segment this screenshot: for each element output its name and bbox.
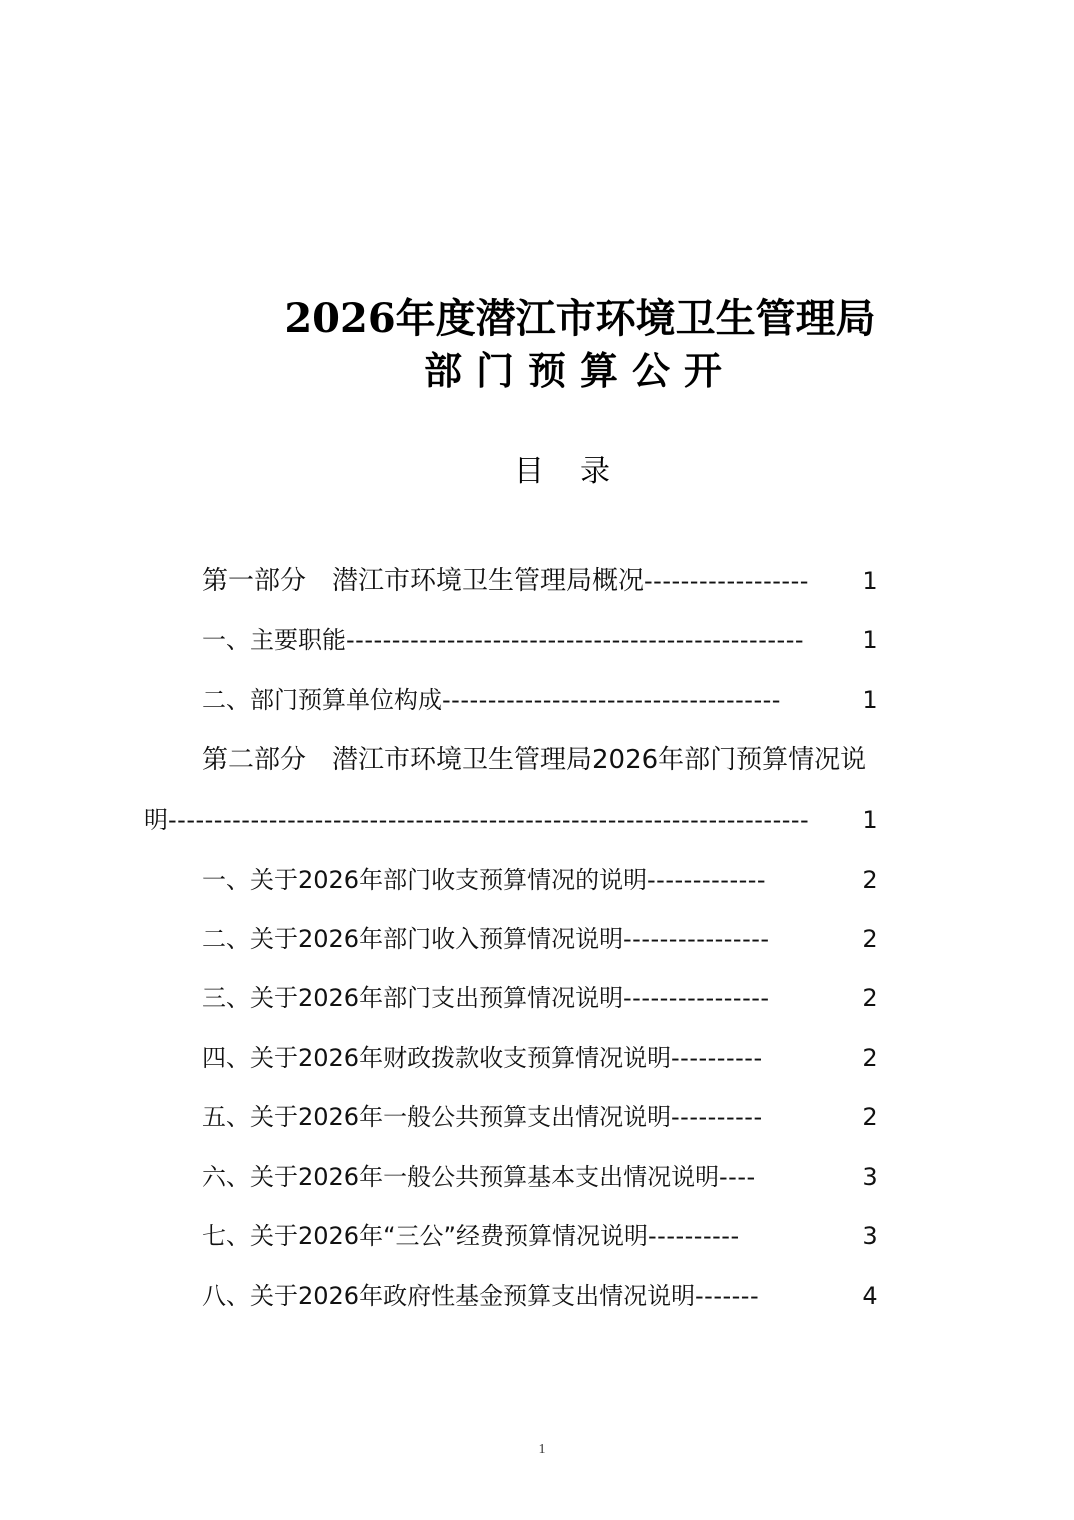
toc-entry[interactable] — [0, 919, 1074, 959]
toc-page-number: 1 — [862, 567, 878, 595]
toc-entry-title: 七、关于2026年“三公”经费预算情况说明 — [202, 1222, 648, 1250]
toc-entry[interactable] — [0, 620, 1074, 660]
toc-page-number: 3 — [862, 1163, 878, 1191]
toc-entry[interactable] — [0, 800, 1074, 840]
toc-entry-title: 第一部分 潜江市环境卫生管理局概况 — [202, 566, 645, 596]
toc-entry-title: 四、关于2026年财政拨款收支预算情况说明 — [202, 1044, 672, 1072]
toc-entry[interactable] — [0, 1157, 1074, 1197]
toc-page-number: 4 — [862, 1282, 878, 1310]
toc-leader-dots: ---------- — [671, 1103, 763, 1131]
toc-entry-title: 三、关于2026年部门支出预算情况说明 — [202, 984, 624, 1012]
document-title-line2: 部门预算公开 — [423, 348, 736, 393]
toc-entry[interactable] — [0, 1276, 1074, 1316]
toc-page-number: 2 — [862, 984, 878, 1012]
toc-page-number: 2 — [862, 925, 878, 953]
toc-page-number: 1 — [862, 686, 878, 714]
toc-heading: 目录 — [514, 454, 646, 489]
toc-entry[interactable] — [0, 1097, 1074, 1137]
toc-leader-dots: ---------------- — [623, 984, 770, 1012]
toc-leader-dots: ------- — [695, 1282, 760, 1310]
toc-page-number: 2 — [862, 1044, 878, 1072]
toc-leader-dots: ------------- — [647, 866, 767, 894]
toc-leader-dots: ---------- — [648, 1222, 740, 1250]
toc-entry[interactable] — [0, 978, 1074, 1018]
toc-leader-dots: -------------------------------------------------- — [346, 626, 805, 654]
toc-entry-title: 八、关于2026年政府性基金预算支出情况说明 — [202, 1282, 696, 1310]
toc-entry-title: 明 — [144, 806, 168, 834]
toc-entry-title: 六、关于2026年一般公共预算基本支出情况说明 — [202, 1163, 720, 1191]
toc-entry-title: 二、部门预算单位构成 — [202, 686, 442, 714]
toc-page-number: 3 — [862, 1222, 878, 1250]
toc-page-number: 2 — [862, 866, 878, 894]
toc-entry-title: 第二部分 潜江市环境卫生管理局2026年部门预算情况说 — [202, 745, 867, 775]
toc-leader-dots: ---------------------------------------------------------------------- — [168, 806, 810, 834]
toc-leader-dots: ------------------------------------- — [442, 686, 781, 714]
toc-entry-title: 五、关于2026年一般公共预算支出情况说明 — [202, 1103, 672, 1131]
toc-page-number: 1 — [862, 806, 878, 834]
toc-page-number: 1 — [862, 626, 878, 654]
toc-entry[interactable] — [0, 740, 1074, 780]
toc-leader-dots: ---- — [719, 1163, 756, 1191]
document-title-line1: 2026年度潜江市环境卫生管理局 — [284, 295, 876, 342]
toc-entry-title: 二、关于2026年部门收入预算情况说明 — [202, 925, 624, 953]
toc-entry[interactable] — [0, 1038, 1074, 1078]
toc-entry-title: 一、主要职能 — [202, 626, 346, 654]
toc-entry[interactable] — [0, 561, 1074, 601]
toc-entry-title: 一、关于2026年部门收支预算情况的说明 — [202, 866, 648, 894]
page-number-footer: 1 — [538, 1442, 546, 1457]
toc-leader-dots: ---------- — [671, 1044, 763, 1072]
toc-entry[interactable] — [0, 860, 1074, 900]
toc-entry[interactable] — [0, 680, 1074, 720]
toc-page-number: 2 — [862, 1103, 878, 1131]
toc-leader-dots: ---------------- — [623, 925, 770, 953]
toc-entry[interactable] — [0, 1216, 1074, 1256]
toc-leader-dots: ------------------ — [644, 567, 809, 595]
